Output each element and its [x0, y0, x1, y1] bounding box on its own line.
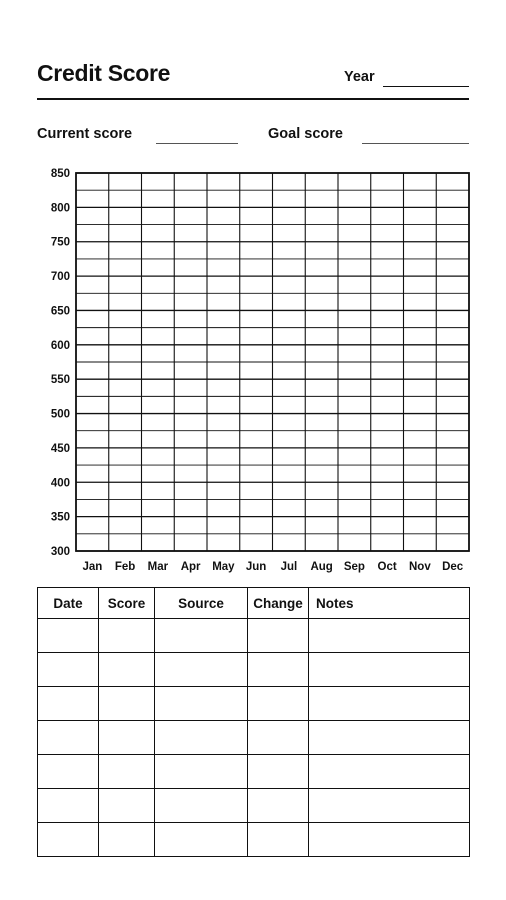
table-row [38, 755, 470, 789]
table-cell[interactable] [155, 823, 248, 857]
year-label: Year [344, 69, 375, 85]
y-tick-label: 350 [50, 511, 70, 524]
table-cell[interactable] [248, 687, 309, 721]
y-tick-label: 450 [50, 442, 70, 455]
table-cell[interactable] [38, 687, 99, 721]
x-tick-label: Dec [442, 561, 464, 573]
table-cell[interactable] [99, 789, 155, 823]
table-row [38, 653, 470, 687]
goal-score-label: Goal score [268, 126, 343, 142]
table-cell[interactable] [38, 619, 99, 653]
y-tick-label: 700 [50, 271, 70, 284]
table-cell[interactable] [155, 687, 248, 721]
table-row [38, 619, 470, 653]
x-tick-label: Feb [114, 561, 136, 573]
table-cell[interactable] [309, 721, 470, 755]
table-cell[interactable] [38, 823, 99, 857]
table-cell[interactable] [309, 619, 470, 653]
table-row [38, 687, 470, 721]
x-tick-label: Jul [280, 561, 298, 573]
table-cell[interactable] [99, 823, 155, 857]
table-cell[interactable] [248, 721, 309, 755]
y-tick-label: 800 [50, 202, 70, 215]
table-cell[interactable] [248, 653, 309, 687]
table-row [38, 789, 470, 823]
table-row [38, 721, 470, 755]
table-cell[interactable] [155, 755, 248, 789]
table-cell[interactable] [38, 789, 99, 823]
table-cell[interactable] [155, 789, 248, 823]
score-log-table [37, 587, 469, 860]
y-tick-label: 300 [50, 546, 70, 558]
x-tick-label: Jun [245, 561, 267, 573]
x-tick-label: Nov [409, 561, 431, 573]
x-tick-label: Apr [180, 561, 201, 573]
x-tick-label: Oct [377, 561, 397, 573]
x-tick-label: May [212, 561, 235, 573]
x-tick-label: Jan [82, 561, 103, 573]
page-title: Credit Score [37, 60, 171, 86]
table-cell[interactable] [99, 687, 155, 721]
table-cell[interactable] [38, 721, 99, 755]
current-score-label: Current score [37, 126, 133, 142]
table-cell[interactable] [99, 721, 155, 755]
table-cell[interactable] [155, 619, 248, 653]
table-cell[interactable] [99, 619, 155, 653]
table-cell[interactable] [99, 653, 155, 687]
table-cell[interactable] [38, 755, 99, 789]
y-tick-label: 550 [50, 374, 70, 387]
table-cell[interactable] [248, 755, 309, 789]
y-tick-label: 500 [50, 408, 70, 421]
table-cell[interactable] [155, 653, 248, 687]
y-tick-label: 650 [50, 305, 70, 318]
table-cell[interactable] [309, 653, 470, 687]
table-row [38, 823, 470, 857]
table-cell[interactable] [248, 789, 309, 823]
table-cell[interactable] [309, 789, 470, 823]
table-cell[interactable] [155, 721, 248, 755]
table-cell[interactable] [38, 653, 99, 687]
column-header-change: Change [248, 588, 309, 619]
column-header-notes: Notes [309, 588, 470, 619]
x-tick-label: Sep [343, 561, 365, 573]
table-cell[interactable] [309, 823, 470, 857]
y-tick-label: 400 [50, 477, 70, 490]
y-tick-label: 600 [50, 339, 70, 352]
table-header-row [38, 588, 470, 619]
table-cell[interactable] [248, 823, 309, 857]
column-header-date: Date [38, 588, 99, 619]
table-cell[interactable] [309, 687, 470, 721]
x-tick-label: Mar [147, 561, 169, 573]
table-cell[interactable] [309, 755, 470, 789]
table-cell[interactable] [99, 755, 155, 789]
y-tick-label: 750 [50, 236, 70, 249]
column-header-source: Source [155, 588, 248, 619]
column-header-score: Score [99, 588, 155, 619]
y-tick-label: 850 [50, 168, 70, 180]
table-cell[interactable] [248, 619, 309, 653]
x-tick-label: Aug [310, 561, 333, 573]
